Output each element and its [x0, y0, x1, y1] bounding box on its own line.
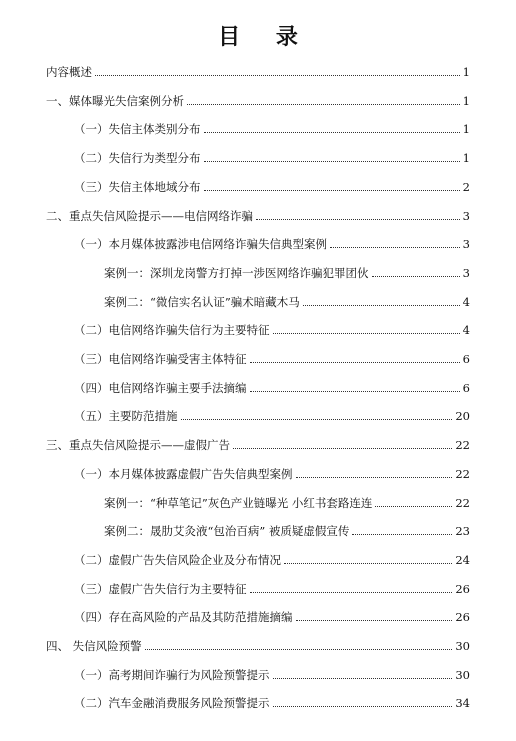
- toc-dot-leader: [250, 592, 453, 593]
- toc-page-number: 22: [455, 438, 470, 453]
- toc-entry-text: （三）电信网络诈骗受害主体特征: [74, 352, 247, 366]
- toc-entry-text: 一、媒体曝光失信案例分析: [46, 93, 184, 108]
- toc-entry[interactable]: [46, 435, 470, 453]
- toc-page-number: 22: [455, 466, 470, 481]
- toc-dot-leader: [204, 190, 460, 191]
- toc-page-number: 6: [462, 352, 470, 366]
- toc-dot-leader: [273, 706, 453, 707]
- toc-dot-leader: [375, 506, 452, 507]
- toc-entry-text: 案例二：晟肋艾灸液“包治百病” 被质疑虚假宣传: [104, 524, 350, 539]
- toc-dot-leader: [145, 649, 453, 650]
- toc-entry-text: （四）电信网络诈骗主要手法摘编: [74, 380, 247, 395]
- toc-entry[interactable]: [46, 91, 470, 109]
- toc-entry[interactable]: [104, 292, 470, 310]
- toc-page-number: 3: [462, 208, 470, 223]
- toc-dot-leader: [330, 247, 460, 248]
- toc-page-number: 1: [462, 93, 470, 108]
- toc-entry[interactable]: [74, 378, 470, 396]
- toc-page-number: 23: [455, 524, 470, 539]
- toc-entry-text: （三）虚假广告失信行为主要特征: [74, 581, 247, 596]
- toc-entry-text: 案例二：“微信实名认证”骗术暗藏木马: [104, 294, 300, 309]
- toc-dot-leader: [250, 391, 460, 392]
- toc-page-number: 1: [462, 151, 470, 166]
- toc-dot-leader: [372, 276, 460, 277]
- toc-page-number: 22: [455, 495, 470, 510]
- toc-page-number: 3: [462, 265, 470, 280]
- toc-entry-text: （二）虚假广告失信风险企业及分布情况: [74, 552, 281, 567]
- toc-entry-text: 四、 失信风险预警: [46, 639, 142, 653]
- toc-page-number: 34: [455, 696, 470, 711]
- toc-dot-leader: [95, 75, 460, 76]
- toc-entry[interactable]: [74, 406, 470, 424]
- toc-entry[interactable]: [46, 636, 470, 654]
- toc-entry[interactable]: [74, 234, 470, 252]
- toc-entry[interactable]: [74, 119, 470, 137]
- toc-dot-leader: [187, 104, 460, 105]
- toc-entry[interactable]: [74, 579, 470, 597]
- toc-entry[interactable]: [74, 349, 470, 367]
- toc-entry-text: （二）汽车金融消费服务风险预警提示: [74, 696, 270, 711]
- toc-dot-leader: [303, 305, 460, 306]
- toc-page-number: 6: [462, 380, 470, 395]
- toc-dot-leader: [204, 132, 460, 133]
- toc-dot-leader: [273, 333, 460, 334]
- toc-entry-text: （二）失信行为类型分布: [74, 151, 201, 166]
- toc-dot-leader: [296, 620, 453, 621]
- toc-entry-text: 案例一：“种草笔记”灰色产业链曝光 小红书套路连连: [104, 495, 373, 510]
- toc-entry[interactable]: [74, 148, 470, 166]
- toc-entry[interactable]: [74, 464, 470, 482]
- toc-entry[interactable]: [74, 320, 470, 338]
- toc-page-number: 24: [455, 552, 470, 567]
- toc-page-number: 2: [462, 179, 470, 194]
- toc-entry[interactable]: [104, 263, 470, 281]
- toc-entry-text: （一）高考期间诈骗行为风险预警提示: [74, 667, 270, 682]
- toc-entry-text: （二）电信网络诈骗失信行为主要特征: [74, 323, 270, 338]
- toc-entry-text: （五）主要防范措施: [74, 409, 178, 424]
- toc-page-number: 1: [462, 122, 470, 137]
- toc-entry-text: （一）本月媒体披露涉电信网络诈骗失信典型案例: [74, 237, 327, 252]
- toc-page-number: 26: [455, 581, 470, 596]
- toc-entry-text: 三、重点失信风险提示——虚假广告: [46, 438, 230, 453]
- toc-entry[interactable]: [104, 521, 470, 539]
- page-title: 目 录: [218, 24, 312, 50]
- toc-entry-text: 内容概述: [46, 65, 92, 79]
- toc-dot-leader: [181, 419, 453, 420]
- toc-dot-leader: [233, 448, 452, 449]
- toc-page-number: 3: [462, 237, 470, 252]
- toc-page-number: 30: [455, 667, 470, 682]
- toc-entry[interactable]: [104, 493, 470, 511]
- toc-dot-leader: [204, 161, 460, 162]
- toc-entry[interactable]: [74, 665, 470, 683]
- toc-entry-text: 案例一：深圳龙岗警方打掉一涉医网络诈骗犯罪团伙: [104, 265, 369, 280]
- toc-page-number: 4: [462, 294, 470, 309]
- toc-entry[interactable]: [74, 177, 470, 195]
- toc-page-number: 26: [455, 610, 470, 625]
- toc-entry-text: 二、重点失信风险提示——电信网络诈骗: [46, 208, 253, 223]
- toc-dot-leader: [256, 219, 460, 220]
- toc-page-number: 1: [462, 65, 470, 79]
- toc-entry[interactable]: [74, 550, 470, 568]
- toc-entry-text: （一）失信主体类别分布: [74, 122, 201, 137]
- toc-page-number: 20: [455, 409, 470, 424]
- toc-entry[interactable]: [74, 693, 470, 711]
- toc-entry-text: （四）存在高风险的产品及其防范措施摘编: [74, 610, 293, 625]
- toc-dot-leader: [352, 534, 452, 535]
- toc-page-number: 4: [462, 323, 470, 338]
- toc-entry-text: （一）本月媒体披露虚假广告失信典型案例: [74, 466, 293, 481]
- toc-dot-leader: [296, 477, 453, 478]
- toc-dot-leader: [273, 678, 453, 679]
- toc-entry[interactable]: [74, 607, 470, 625]
- toc-dot-leader: [284, 563, 452, 564]
- toc-entry[interactable]: [46, 62, 470, 80]
- toc-dot-leader: [250, 362, 460, 363]
- toc-page-number: 30: [455, 639, 470, 653]
- toc-entry[interactable]: [46, 206, 470, 224]
- toc-entry-text: （三）失信主体地域分布: [74, 179, 201, 194]
